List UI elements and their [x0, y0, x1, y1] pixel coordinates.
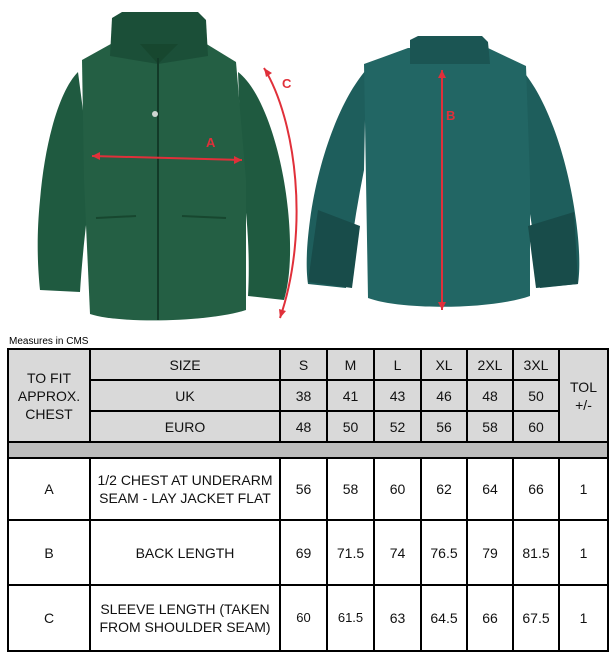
measure-value: 81.5 — [513, 520, 559, 585]
euro-cell: 58 — [467, 411, 513, 442]
size-cell: L — [374, 349, 421, 380]
size-chart-table — [7, 348, 609, 652]
separator-band — [8, 442, 608, 458]
euro-cell: 60 — [513, 411, 559, 442]
measure-code: A — [8, 458, 90, 520]
uk-cell: 48 — [467, 380, 513, 411]
fit-label: TO FIT APPROX. CHEST — [8, 349, 90, 442]
measures-caption: Measures in CMS — [9, 336, 89, 347]
euro-row — [8, 411, 608, 442]
euro-cell: 48 — [280, 411, 327, 442]
front-jacket-image — [38, 12, 297, 320]
size-row — [8, 349, 608, 380]
uk-cell: 41 — [327, 380, 374, 411]
measure-value: 71.5 — [327, 520, 374, 585]
measurement-row — [8, 458, 608, 520]
label-a: A — [206, 135, 216, 150]
measure-value: 69 — [280, 520, 327, 585]
uk-row — [8, 380, 608, 411]
uk-cell: 50 — [513, 380, 559, 411]
size-cell: 2XL — [467, 349, 513, 380]
tol-label: TOL +/- — [559, 349, 608, 442]
measure-value: 58 — [327, 458, 374, 520]
measure-value: 62 — [421, 458, 467, 520]
measurement-row — [8, 520, 608, 585]
measure-value: 60 — [374, 458, 421, 520]
size-cell: 3XL — [513, 349, 559, 380]
measure-value: 56 — [280, 458, 327, 520]
measure-tol: 1 — [559, 458, 608, 520]
uk-cell: 43 — [374, 380, 421, 411]
measurement-row — [8, 585, 608, 651]
measure-value: 67.5 — [513, 585, 559, 651]
uk-cell: 46 — [421, 380, 467, 411]
size-cell: M — [327, 349, 374, 380]
measure-value: 66 — [467, 585, 513, 651]
measure-description: BACK LENGTH — [90, 520, 280, 585]
measure-value: 74 — [374, 520, 421, 585]
measure-tol: 1 — [559, 520, 608, 585]
measure-value: 63 — [374, 585, 421, 651]
euro-cell: 56 — [421, 411, 467, 442]
measure-value: 76.5 — [421, 520, 467, 585]
measure-code: C — [8, 585, 90, 651]
measure-value: 64.5 — [421, 585, 467, 651]
measure-value: 60 — [280, 585, 327, 651]
measure-tol: 1 — [559, 585, 608, 651]
size-cell: S — [280, 349, 327, 380]
uk-label: UK — [90, 380, 280, 411]
measure-value: 79 — [467, 520, 513, 585]
label-c: C — [282, 76, 292, 91]
measure-value: 64 — [467, 458, 513, 520]
euro-cell: 52 — [374, 411, 421, 442]
measure-description: SLEEVE LENGTH (TAKEN FROM SHOULDER SEAM) — [90, 585, 280, 651]
measure-value: 61.5 — [327, 585, 374, 651]
euro-cell: 50 — [327, 411, 374, 442]
euro-label: EURO — [90, 411, 280, 442]
measure-value: 66 — [513, 458, 559, 520]
uk-cell: 38 — [280, 380, 327, 411]
back-jacket-image — [307, 36, 580, 310]
measure-description: 1/2 CHEST AT UNDERARM SEAM - LAY JACKET FLAT — [90, 458, 280, 520]
size-label: SIZE — [90, 349, 280, 380]
size-cell: XL — [421, 349, 467, 380]
measure-code: B — [8, 520, 90, 585]
label-b: B — [446, 108, 456, 123]
